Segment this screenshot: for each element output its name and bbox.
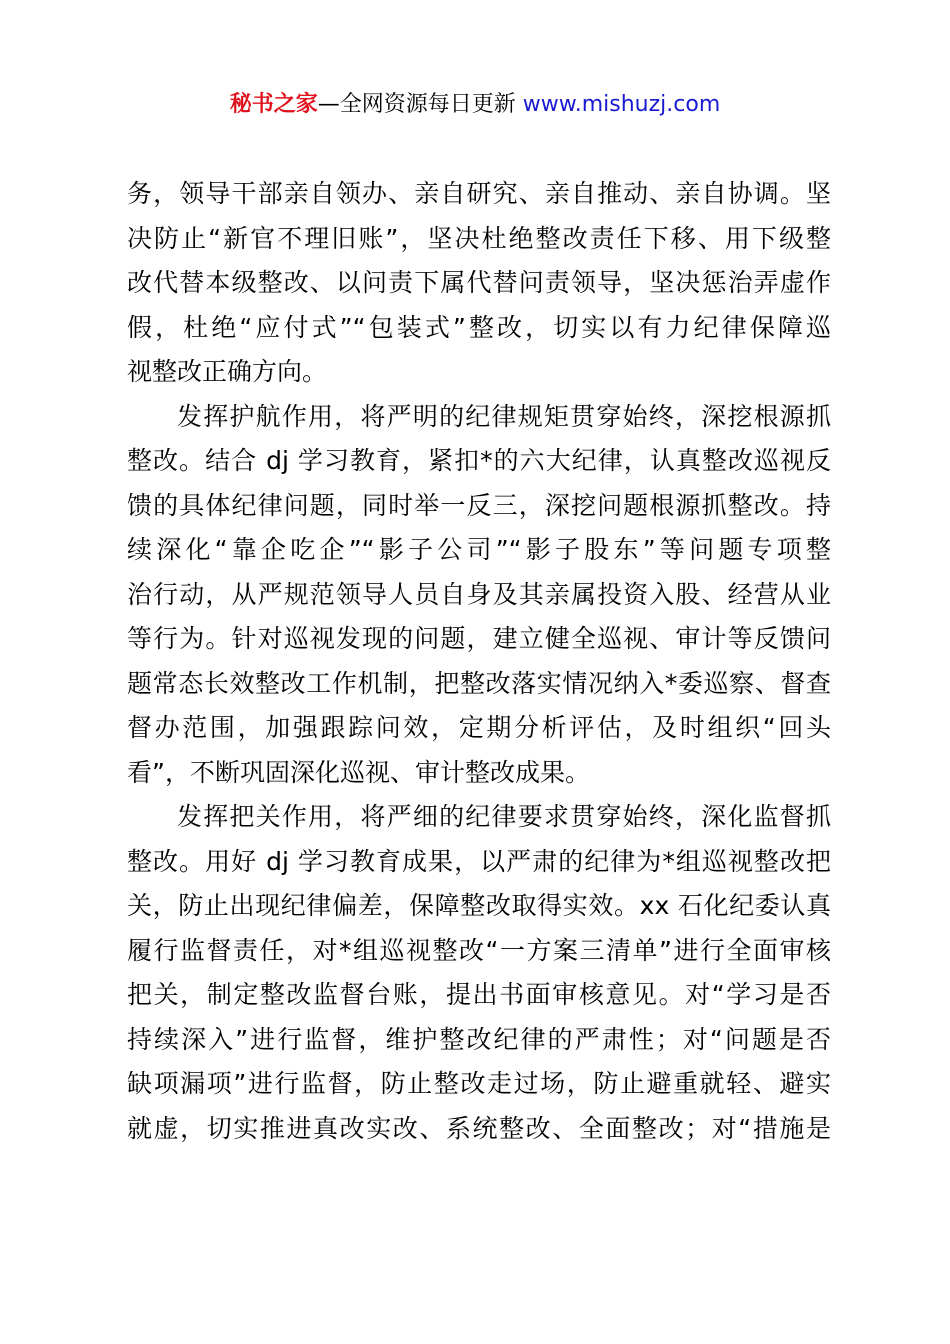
text-line: 题常态长效整改工作机制，把整改落实情况纳入*委巡察、督查: [127, 668, 831, 698]
site-url-link[interactable]: www.mishuzj.com: [522, 92, 721, 117]
text-line: 缺项漏项”进行监督，防止整改走过场，防止避重就轻、避实: [127, 1069, 831, 1098]
site-header: [0, 88, 950, 122]
text-line: 假，杜绝“应付式”“包装式”整改，切实以有力纪律保障巡: [127, 312, 831, 342]
text-line: 发挥护航作用，将严明的纪律规矩贯穿始终，深挖根源抓: [177, 401, 831, 431]
text-line: 务，领导干部亲自领办、亲自研究、亲自推动、亲自协调。坚: [127, 179, 831, 208]
text-line: 馈的具体纪律问题，同时举一反三，深挖问题根源抓整改。持: [127, 490, 831, 520]
text-line: 看”，不断巩固深化巡视、审计整改成果。: [127, 757, 590, 787]
text-line: 关，防止出现纪律偏差，保障整改取得实效。xx 石化纪委认真: [127, 891, 831, 920]
text-line: 改代替本级整改、以问责下属代替问责领导，坚决惩治弄虚作: [127, 268, 831, 297]
text-line: 督办范围，加强跟踪问效，定期分析评估，及时组织“回头: [127, 713, 831, 742]
text-line: 决防止“新官不理旧账”，坚决杜绝整改责任下移、用下级整: [127, 223, 831, 253]
text-line: 整改。结合 dj 学习教育，紧扣*的六大纪律，认真整改巡视反: [127, 446, 831, 475]
text-line: 把关，制定整改监督台账，提出书面审核意见。对“学习是否: [127, 980, 831, 1009]
text-line: 持续深入”进行监督，维护整改纪律的严肃性；对“问题是否: [127, 1024, 831, 1054]
paragraph: [127, 172, 831, 395]
text-line: 履行监督责任，对*组巡视整改“一方案三清单”进行全面审核: [127, 935, 831, 965]
site-brand: 秘书之家: [229, 92, 318, 117]
text-line: 整改。用好 dj 学习教育成果，以严肃的纪律为*组巡视整改把: [127, 846, 831, 876]
text-line: 续深化“靠企吃企”“影子公司”“影子股东”等问题专项整: [127, 535, 831, 564]
text-line: 等行为。针对巡视发现的问题，建立健全巡视、审计等反馈问: [127, 624, 831, 653]
paragraph: [127, 395, 831, 796]
text-line: 就虚，切实推进真改实改、系统整改、全面整改；对“措施是: [127, 1113, 831, 1143]
text-line: 发挥把关作用，将严细的纪律要求贯穿始终，深化监督抓: [177, 802, 831, 831]
paragraph: [127, 795, 831, 1151]
text-line: 治行动，从严规范领导人员自身及其亲属投资入股、经营从业: [127, 579, 831, 609]
document-body: [127, 172, 831, 1151]
text-line: 视整改正确方向。: [127, 357, 328, 386]
site-tagline: —全网资源每日更新: [317, 92, 516, 117]
